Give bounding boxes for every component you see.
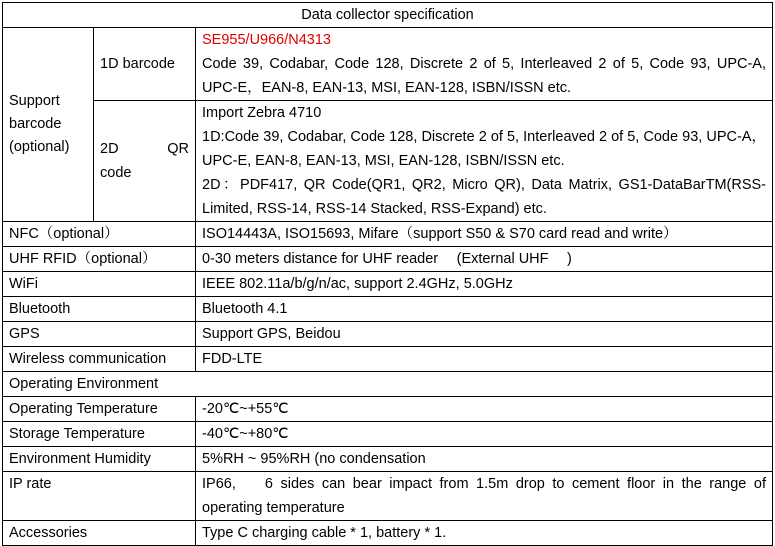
- spec-label: WiFi: [3, 272, 196, 297]
- spec-row-nfc: [3, 222, 773, 247]
- barcode-2d-label-b: QR: [167, 141, 189, 157]
- spec-label: Bluetooth: [3, 297, 196, 322]
- barcode-1d-value: [196, 28, 773, 101]
- spec-row-wifi: [3, 272, 773, 297]
- spec-row-ip: [3, 472, 773, 521]
- spec-value: -40℃~+80℃: [196, 422, 773, 447]
- barcode-1d-symbologies: Code 39, Codabar, Code 128, Discrete 2 of 5, Interleaved 2 of 5, Code 93, UPC-A, UPC-E，EAN-8, EAN-13, MSI, EAN-128, ISBN/ISSN etc.: [202, 56, 766, 96]
- barcode-2d-label: [94, 101, 196, 222]
- spec-row-uhf: [3, 247, 773, 272]
- spec-label: IP rate: [3, 472, 196, 521]
- barcode-2d-2d-line: 2D：PDF417, QR Code(QR1, QR2, Micro QR), Data Matrix, GS1-DataBarTM(RSS-Limited, RSS-14, RSS-14 Stacked, RSS-Expand) etc.: [202, 177, 766, 217]
- spec-value: IP66, 6 sides can bear impact from 1.5m drop to cement floor in the range of operating temperature: [196, 472, 773, 521]
- barcode-2d-1d-line: 1D:Code 39, Codabar, Code 128, Discrete 2 of 5, Interleaved 2 of 5, Code 93, UPC-A，UPC-E, EAN-8, EAN-13, MSI, EAN-128, ISBN/ISSN etc.: [202, 129, 766, 169]
- spec-label: UHF RFID（optional）: [3, 247, 196, 272]
- support-barcode-label: Support barcode (optional): [3, 28, 94, 222]
- spec-row-operating-temp: [3, 397, 773, 422]
- barcode-2d-label-c: code: [100, 165, 132, 181]
- spec-value: Bluetooth 4.1: [196, 297, 773, 322]
- barcode-1d-model: SE955/U966/N4313: [202, 32, 331, 48]
- spec-row-wireless: [3, 347, 773, 372]
- spec-label: NFC（optional）: [3, 222, 196, 247]
- spec-label: Wireless communication: [3, 347, 196, 372]
- spec-row-bluetooth: [3, 297, 773, 322]
- barcode-1d-row: [3, 28, 773, 101]
- title-row: [3, 3, 773, 28]
- barcode-2d-row: [3, 101, 773, 222]
- spec-table: [2, 2, 773, 546]
- spec-row-humidity: [3, 447, 773, 472]
- spec-row-storage-temp: [3, 422, 773, 447]
- barcode-2d-import: Import Zebra 4710: [202, 105, 322, 121]
- spec-label: Environment Humidity: [3, 447, 196, 472]
- barcode-1d-label: 1D barcode: [94, 28, 196, 101]
- spec-label: Accessories: [3, 521, 196, 546]
- spec-value: Support GPS, Beidou: [196, 322, 773, 347]
- environment-heading: Operating Environment: [3, 372, 773, 397]
- spec-label: Operating Temperature: [3, 397, 196, 422]
- spec-value: Type C charging cable * 1, battery * 1.: [196, 521, 773, 546]
- spec-row-accessories: [3, 521, 773, 546]
- table-title: Data collector specification: [3, 3, 773, 28]
- spec-label: Storage Temperature: [3, 422, 196, 447]
- spec-row-gps: [3, 322, 773, 347]
- barcode-2d-value: [196, 101, 773, 222]
- spec-value: -20℃~+55℃: [196, 397, 773, 422]
- spec-value: ISO14443A, ISO15693, Mifare（support S50 & S70 card read and write）: [196, 222, 773, 247]
- spec-value: IEEE 802.11a/b/g/n/ac, support 2.4GHz, 5.0GHz: [196, 272, 773, 297]
- spec-label: GPS: [3, 322, 196, 347]
- barcode-2d-label-a: 2D: [100, 141, 119, 157]
- spec-value: 0-30 meters distance for UHF reader (External UHF ): [196, 247, 773, 272]
- spec-value: 5%RH ~ 95%RH (no condensation: [196, 447, 773, 472]
- spec-value: FDD-LTE: [196, 347, 773, 372]
- environment-heading-row: [3, 372, 773, 397]
